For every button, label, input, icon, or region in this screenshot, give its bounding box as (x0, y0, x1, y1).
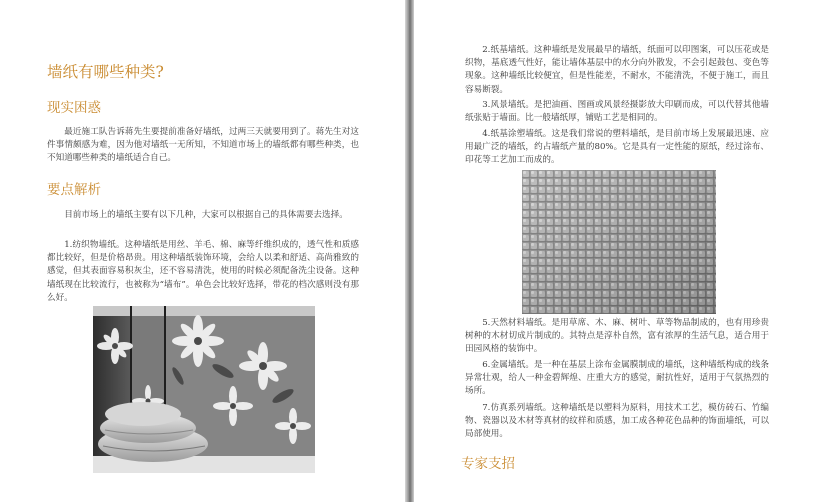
paragraph-item-4: 4.纸基涂塑墙纸。这是我们常说的塑料墙纸，是目前市场上发展最迅速、应用最广泛的墙纸，约占墙纸产量的80%。它是具有一定性能的原纸，经过涂布、印花等工艺加工而成的。 (465, 129, 769, 166)
paragraph-item-7: 7.仿真系列墙纸。这种墙纸是以塑料为原料，用技术工艺，模仿砖石、竹编物、瓷器以及木材等真材的纹样和质感，加工成各种花色品种的饰面墙纸，可以局部使用。 (465, 403, 769, 440)
section-heading-reality: 现实困惑 (47, 100, 101, 116)
vinyl-wallpaper-texture-photo (522, 170, 716, 314)
paragraph-reality: 最近施工队告诉蒋先生要提前准备好墙纸，过两三天就要用到了。蒋先生对这件事情颇感为难，因为他对墙纸一无所知，不知道市场上的墙纸都有哪些种类，也不知道哪些种类的墙纸适合自己。 (47, 127, 359, 164)
section-heading-expert-tips: 专家支招 (461, 456, 515, 472)
paragraph-item-2: 2.纸基墙纸。这种墙纸是发展最早的墙纸，纸面可以印图案，可以压花或是织物，基底透气性好，能让墙体基层中的水分向外散发，不会引起鼓包、变色等现象。这种墙纸比较便宜，但是性能差，不耐水，不能清洗，不便于施工，而且容易断裂。 (465, 45, 769, 95)
paragraph-item-1: 1.纺织物墙纸。这种墙纸是用丝、羊毛、棉、麻等纤维织成的，透气性和质感都比较好，但是价格昂贵。用这种墙纸装饰环境，会给人以柔和舒适、高尚雅致的感觉，但其表面容易积灰尘，还不容易清洗，使用的时候必须配备洗尘设备。这种墙纸现在比较流行，也被称为“墙布”。单色会比较好选择，带花的档次感则没有那么好。 (47, 240, 359, 303)
textile-wallpaper-photo (93, 306, 315, 473)
paragraph-intro: 目前市场上的墙纸主要有以下几种，大家可以根据自己的具体需要去选择。 (64, 210, 348, 220)
section-heading-analysis: 要点解析 (47, 182, 101, 198)
left-page (0, 0, 405, 502)
paragraph-item-5: 5.天然材料墙纸。是用草席、木、麻、树叶、草等物品制成的，也有用珍贵树种的木材切成片制成的。其特点是淳朴自然，富有浓厚的生活气息，适合用于田园风格的装饰中。 (465, 318, 769, 355)
page-gutter (405, 0, 414, 502)
paragraph-item-3: 3.风景墙纸。是把油画、图画或风景经摄影放大印刷而成，可以代替其他墙纸张贴于墙面。比一般墙纸厚，铺贴工艺是相同的。 (465, 100, 769, 124)
paragraph-item-6: 6.金属墙纸。是一种在基层上涂布金属膜制成的墙纸，这种墙纸构成的线条异常壮观，给人一种金碧辉煌、庄重大方的感觉，耐抗性好，适用于气氛热烈的场所。 (465, 360, 769, 397)
page-title: 墙纸有哪些种类? (47, 63, 164, 81)
